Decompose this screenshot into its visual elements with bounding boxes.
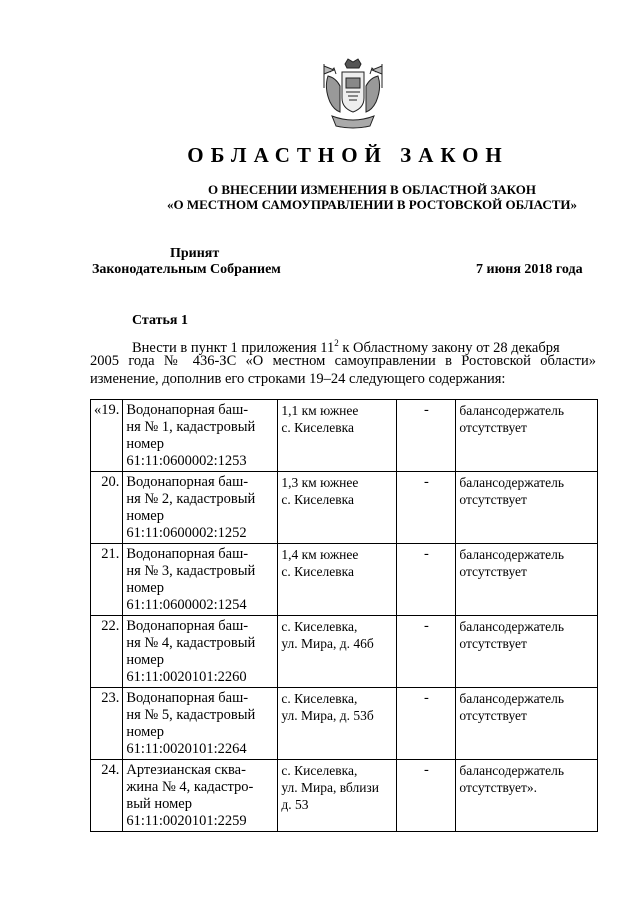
object-name-cell-line: номер bbox=[126, 652, 164, 668]
coat-of-arms-emblem bbox=[318, 58, 388, 130]
balance-holder-cell-line: балансодержатель bbox=[459, 475, 565, 490]
row-number-cell bbox=[91, 472, 123, 544]
empty-value-cell bbox=[397, 544, 456, 616]
table-row bbox=[91, 400, 598, 472]
empty-value-cell-line: - bbox=[423, 762, 429, 778]
balance-holder-cell bbox=[456, 400, 598, 472]
object-name-cell-line: Водонапорная баш- bbox=[126, 474, 249, 490]
empty-value-cell bbox=[397, 472, 456, 544]
location-cell-line: с. Киселевка bbox=[281, 420, 354, 435]
empty-value-cell bbox=[397, 760, 456, 832]
location-cell-line: 1,1 км южнее bbox=[281, 403, 359, 418]
object-name-cell-line: 61:11:0600002:1252 bbox=[126, 525, 247, 541]
object-name-cell bbox=[123, 688, 278, 760]
object-name-cell-line: Артезианская сква- bbox=[126, 762, 246, 778]
balance-holder-cell bbox=[456, 760, 598, 832]
object-name-cell-line: номер bbox=[126, 580, 164, 596]
object-name-cell-line: 61:11:0020101:2260 bbox=[126, 669, 247, 685]
accepted-by: Законодательным Собранием bbox=[92, 262, 281, 277]
location-cell-line: д. 53 bbox=[281, 797, 309, 812]
balance-holder-cell-line: отсутствует bbox=[459, 564, 527, 579]
location-cell-line: с. Киселевка, bbox=[281, 691, 358, 706]
row-number-cell-line: «19. bbox=[94, 402, 120, 418]
object-name-cell-line: ня № 1, кадастровый bbox=[126, 419, 256, 435]
empty-value-cell-line: - bbox=[423, 474, 429, 490]
paragraph-line-1-b: к Областному закону от 28 декабря bbox=[338, 339, 560, 356]
location-cell-line: 1,3 км южнее bbox=[281, 475, 359, 490]
row-number-cell bbox=[91, 544, 123, 616]
object-name-cell-line: ня № 5, кадастровый bbox=[126, 707, 256, 723]
row-number-cell bbox=[91, 400, 123, 472]
object-name-cell-line: жина № 4, кадастро- bbox=[126, 779, 254, 795]
empty-value-cell-line: - bbox=[423, 618, 429, 634]
table-row bbox=[91, 688, 598, 760]
balance-holder-cell-line: отсутствует bbox=[459, 636, 527, 651]
location-cell bbox=[278, 544, 397, 616]
row-number-cell bbox=[91, 688, 123, 760]
balance-holder-cell-line: отсутствует bbox=[459, 420, 527, 435]
row-number-cell-line: 23. bbox=[101, 690, 120, 706]
accepted-date: 7 июня 2018 года bbox=[476, 262, 583, 277]
accepted-label: Принят bbox=[170, 246, 220, 261]
object-name-cell-line: ня № 2, кадастровый bbox=[126, 491, 256, 507]
location-cell bbox=[278, 616, 397, 688]
object-name-cell bbox=[123, 544, 278, 616]
objects-table bbox=[90, 399, 598, 832]
empty-value-cell-line: - bbox=[423, 690, 429, 706]
subtitle-line-2: «О МЕСТНОМ САМОУПРАВЛЕНИИ В РОСТОВСКОЙ ОБЛАСТИ» bbox=[167, 197, 577, 212]
balance-holder-cell-line: балансодержатель bbox=[459, 547, 565, 562]
balance-holder-cell bbox=[456, 616, 598, 688]
row-number-cell-line: 24. bbox=[101, 762, 120, 778]
row-number-cell-line: 20. bbox=[101, 474, 120, 490]
document-title: ОБЛАСТНОЙ ЗАКОН bbox=[187, 143, 509, 167]
balance-holder-cell-line: балансодержатель bbox=[459, 403, 565, 418]
object-name-cell-line: ня № 3, кадастровый bbox=[126, 563, 256, 579]
balance-holder-cell-line: отсутствует bbox=[459, 492, 527, 507]
row-number-cell-line: 22. bbox=[101, 618, 120, 634]
object-name-cell-line: Водонапорная баш- bbox=[126, 546, 249, 562]
location-cell-line: с. Киселевка, bbox=[281, 619, 358, 634]
object-name-cell-line: 61:11:0020101:2264 bbox=[126, 741, 247, 757]
empty-value-cell bbox=[397, 400, 456, 472]
balance-holder-cell bbox=[456, 544, 598, 616]
location-cell-line: 1,4 км южнее bbox=[281, 547, 359, 562]
balance-holder-cell-line: балансодержатель bbox=[459, 619, 565, 634]
balance-holder-cell bbox=[456, 688, 598, 760]
balance-holder-cell-line: балансодержатель bbox=[459, 691, 565, 706]
empty-value-cell-line: - bbox=[423, 546, 429, 562]
object-name-cell bbox=[123, 616, 278, 688]
object-name-cell-line: 61:11:0600002:1254 bbox=[126, 597, 247, 613]
location-cell bbox=[278, 688, 397, 760]
location-cell-line: ул. Мира, вблизи bbox=[281, 780, 379, 795]
row-number-cell bbox=[91, 616, 123, 688]
object-name-cell-line: Водонапорная баш- bbox=[126, 618, 249, 634]
table-row bbox=[91, 472, 598, 544]
balance-holder-cell bbox=[456, 472, 598, 544]
object-name-cell-line: номер bbox=[126, 436, 164, 452]
object-name-cell-line: ня № 4, кадастровый bbox=[126, 635, 256, 651]
table-row bbox=[91, 544, 598, 616]
row-number-cell bbox=[91, 760, 123, 832]
object-name-cell bbox=[123, 760, 278, 832]
location-cell-line: ул. Мира, д. 53б bbox=[281, 708, 374, 723]
table-row bbox=[91, 760, 598, 832]
location-cell-line: ул. Мира, д. 46б bbox=[281, 636, 374, 651]
object-name-cell-line: вый номер bbox=[126, 796, 192, 812]
object-name-cell bbox=[123, 400, 278, 472]
location-cell-line: с. Киселевка, bbox=[281, 763, 358, 778]
row-number-cell-line: 21. bbox=[101, 546, 120, 562]
balance-holder-cell-line: балансодержатель bbox=[459, 763, 565, 778]
balance-holder-cell-line: отсутствует bbox=[459, 708, 527, 723]
balance-holder-cell-line: отсутствует». bbox=[459, 780, 538, 795]
object-name-cell-line: номер bbox=[126, 508, 164, 524]
location-cell-line: с. Киселевка bbox=[281, 564, 354, 579]
object-name-cell bbox=[123, 472, 278, 544]
empty-value-cell-line: - bbox=[423, 402, 429, 418]
empty-value-cell bbox=[397, 688, 456, 760]
location-cell bbox=[278, 760, 397, 832]
object-name-cell-line: Водонапорная баш- bbox=[126, 402, 249, 418]
object-name-cell-line: Водонапорная баш- bbox=[126, 690, 249, 706]
paragraph-line-3: изменение, дополнив его строками 19–24 следующего содержания: bbox=[90, 371, 506, 387]
location-cell bbox=[278, 400, 397, 472]
paragraph-line-2: 2005 года № 436-ЗС «О местном самоуправлении в Ростовской области» bbox=[90, 353, 596, 369]
table-row bbox=[91, 616, 598, 688]
paragraph-line-1-a: Внести в пункт 1 приложения 11 bbox=[132, 339, 335, 356]
empty-value-cell bbox=[397, 616, 456, 688]
object-name-cell-line: 61:11:0600002:1253 bbox=[126, 453, 247, 469]
location-cell-line: с. Киселевка bbox=[281, 492, 354, 507]
location-cell bbox=[278, 472, 397, 544]
object-name-cell-line: номер bbox=[126, 724, 164, 740]
article-title: Статья 1 bbox=[132, 313, 188, 328]
paragraph-line-1-sup: 2 bbox=[334, 338, 339, 348]
object-name-cell-line: 61:11:0020101:2259 bbox=[126, 813, 247, 829]
subtitle-line-1: О ВНЕСЕНИИ ИЗМЕНЕНИЯ В ОБЛАСТНОЙ ЗАКОН bbox=[208, 182, 536, 197]
